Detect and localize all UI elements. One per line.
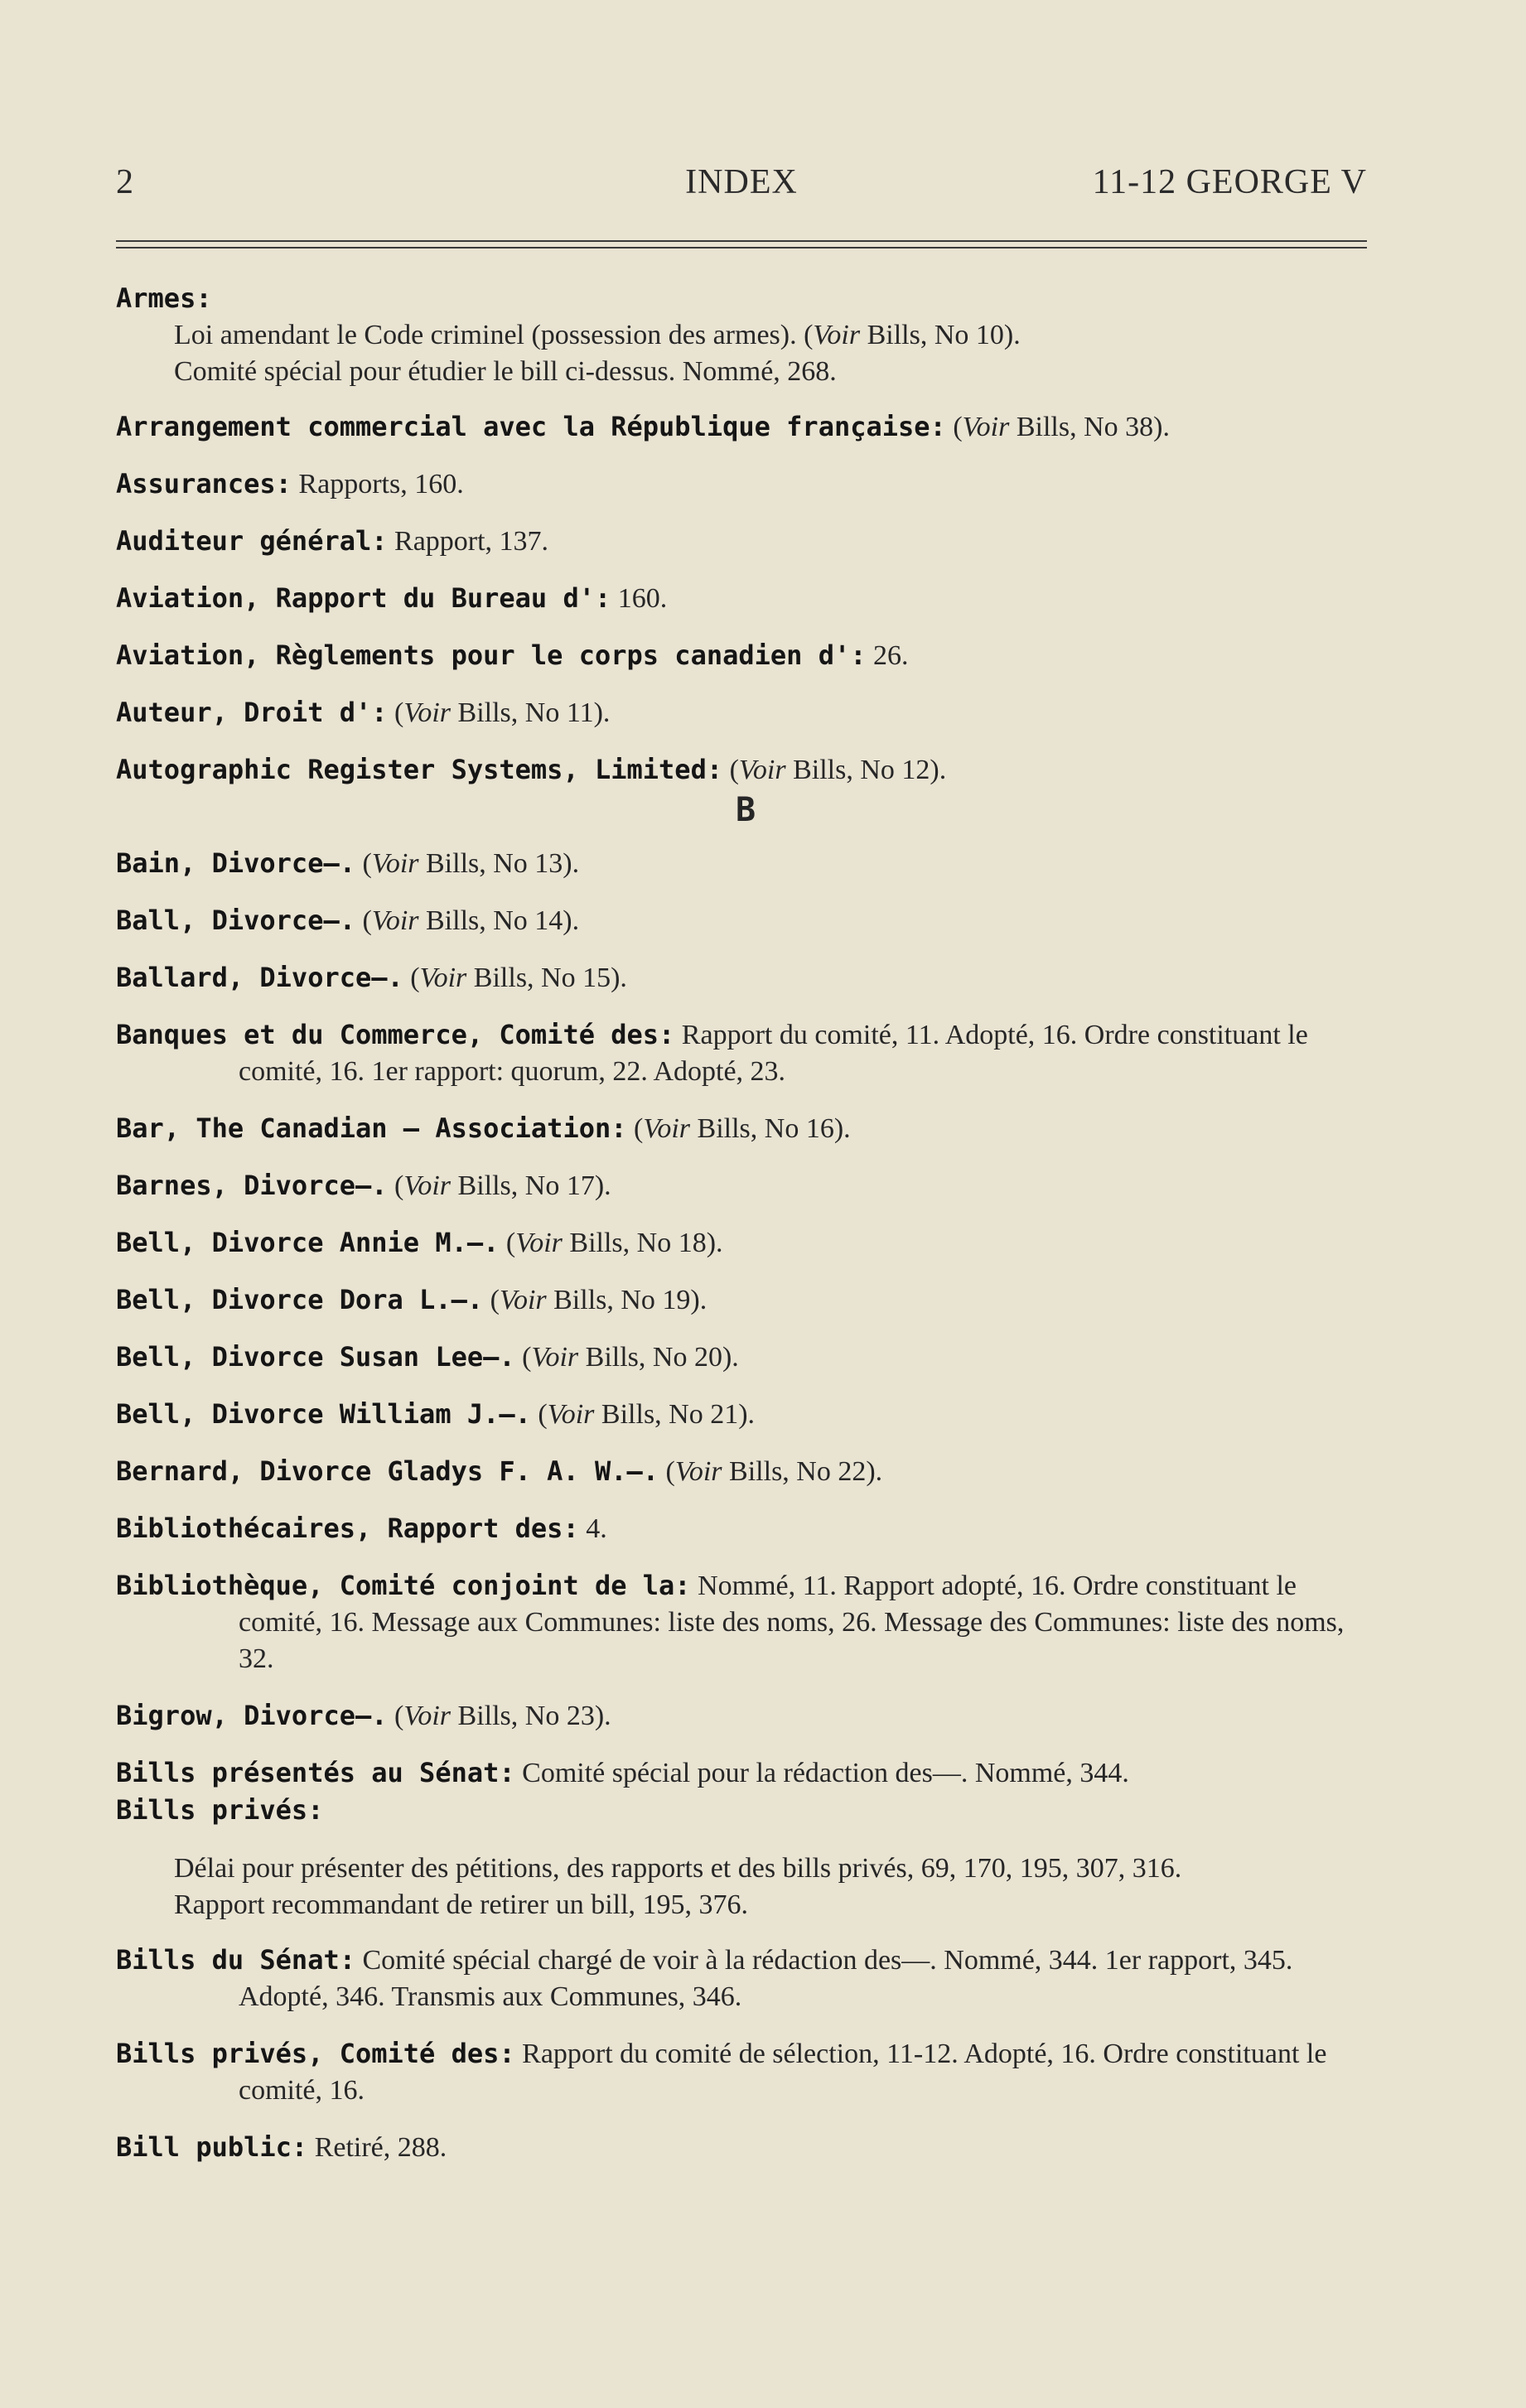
index-entry-aviation-reglements: Aviation, Règlements pour le corps canadien d': 26. — [116, 639, 909, 671]
index-entry-bibliothecaires: Bibliothécaires, Rapport des: 4. — [116, 1513, 607, 1544]
index-entry-bell-annie: Bell, Divorce Annie M.—. (Voir Bills, No 18). — [116, 1227, 723, 1258]
entry-heading: Assurances: — [116, 468, 292, 499]
entry-heading: Auteur, Droit d': — [116, 697, 388, 728]
entry-heading: Bell, Divorce Annie M.—. — [116, 1227, 500, 1258]
subentry: Loi amendant le Code criminel (possession des armes). (Voir Bills, No 10). — [174, 320, 1021, 350]
index-entry-ball: Ball, Divorce—. (Voir Bills, No 14). — [116, 905, 580, 936]
index-entry-auteur: Auteur, Droit d': (Voir Bills, No 11). — [116, 697, 611, 728]
bills-prives-subentries — [116, 1851, 1375, 1923]
entry-heading: Bain, Divorce—. — [116, 847, 355, 879]
index-entry-arrangement: Arrangement commercial avec la République française: (Voir Bills, No 38). — [116, 411, 1170, 442]
header-rule-bottom — [116, 247, 1367, 249]
index-entry-ballard: Ballard, Divorce—. (Voir Bills, No 15). — [116, 962, 627, 993]
entry-heading: Bibliothèque, Comité conjoint de la: — [116, 1570, 691, 1601]
entry-heading: Bills privés: — [116, 1794, 324, 1826]
index-entry-banques: Banques et du Commerce, Comité des: Rapport du comité, 11. Adopté, 16. Ordre constituant le comité, 16. 1er rapport: quorum, 22. Adopté, 23. — [116, 1019, 1308, 1087]
index-entry-bills-senat: Bills du Sénat: Comité spécial chargé de voir à la rédaction des—. Nommé, 344. 1er rapport, 345. Adopté, 346. Transmis aux Communes, 346. — [116, 1944, 1293, 2012]
subentry: Comité spécial pour étudier le bill ci-dessus. Nommé, 268. — [174, 356, 837, 387]
header-rule-top — [116, 240, 1367, 242]
index-entry-bain: Bain, Divorce—. (Voir Bills, No 13). — [116, 847, 580, 879]
index-content — [116, 280, 1375, 2186]
index-entry-bibliotheque: Bibliothèque, Comité conjoint de la: Nommé, 11. Rapport adopté, 16. Ordre constituant le comité, 16. Message aux Communes: liste des noms, 26. Message des Communes: liste des noms, 32. — [116, 1570, 1345, 1674]
entry-heading: Bar, The Canadian — Association: — [116, 1112, 627, 1144]
index-entry-barnes: Barnes, Divorce—. (Voir Bills, No 17). — [116, 1170, 611, 1201]
entry-heading: Bill public: — [116, 2131, 308, 2163]
index-entry-bill-public: Bill public: Retiré, 288. — [116, 2131, 447, 2163]
index-entry-auditeur: Auditeur général: Rapport, 137. — [116, 525, 549, 557]
entry-heading: Autographic Register Systems, Limited: — [116, 754, 723, 785]
armes-subentries — [116, 317, 1375, 390]
entry-heading: Armes: — [116, 282, 212, 314]
entry-heading: Auditeur général: — [116, 525, 388, 557]
entry-heading: Bills privés, Comité des: — [116, 2038, 515, 2069]
entry-heading: Barnes, Divorce—. — [116, 1170, 388, 1201]
index-entry-armes — [116, 280, 1375, 317]
index-entry-bills-presentes: Bills présentés au Sénat: Comité spécial pour la rédaction des—. Nommé, 344. — [116, 1757, 1129, 1788]
index-entry-bigrow: Bigrow, Divorce—. (Voir Bills, No 23). — [116, 1700, 611, 1731]
entry-heading: Bell, Divorce Susan Lee—. — [116, 1341, 515, 1373]
entry-heading: Bernard, Divorce Gladys F. A. W.—. — [116, 1455, 659, 1487]
subentry: Rapport recommandant de retirer un bill, 195, 376. — [174, 1889, 749, 1920]
entry-heading: Aviation, Rapport du Bureau d': — [116, 582, 611, 614]
entry-heading: Ballard, Divorce—. — [116, 962, 403, 993]
index-entry-bills-prives — [116, 1792, 1375, 1829]
entry-heading: Arrangement commercial avec la République française: — [116, 411, 946, 442]
section-letter-b: B — [735, 791, 756, 829]
entry-heading: Bell, Divorce Dora L.—. — [116, 1284, 484, 1315]
index-entry-bernard: Bernard, Divorce Gladys F. A. W.—. (Voir Bills, No 22). — [116, 1455, 883, 1487]
index-entry-aviation-rapport: Aviation, Rapport du Bureau d': 160. — [116, 582, 668, 614]
entry-heading: Bills présentés au Sénat: — [116, 1757, 515, 1788]
subentry: Délai pour présenter des pétitions, des rapports et des bills privés, 69, 170, 195, 307, 316. — [174, 1853, 1182, 1884]
index-entry-bell-william: Bell, Divorce William J.—. (Voir Bills, No 21). — [116, 1398, 756, 1430]
entry-heading: Bills du Sénat: — [116, 1944, 355, 1976]
index-entry-bar: Bar, The Canadian — Association: (Voir Bills, No 16). — [116, 1112, 851, 1144]
index-entry-bills-prives-comite: Bills privés, Comité des: Rapport du comité de sélection, 11-12. Adopté, 16. Ordre constituant le comité, 16. — [116, 2038, 1327, 2106]
entry-heading: Aviation, Règlements pour le corps canadien d': — [116, 639, 867, 671]
index-entry-autographic: Autographic Register Systems, Limited: (Voir Bills, No 12). — [116, 754, 947, 785]
entry-heading: Bibliothécaires, Rapport des: — [116, 1513, 579, 1544]
page-number: 2 — [116, 163, 133, 201]
index-entry-assurances: Assurances: Rapports, 160. — [116, 468, 464, 499]
entry-heading: Ball, Divorce—. — [116, 905, 355, 936]
entry-heading: Banques et du Commerce, Comité des: — [116, 1019, 675, 1050]
entry-heading: Bell, Divorce William J.—. — [116, 1398, 531, 1430]
entry-heading: Bigrow, Divorce—. — [116, 1700, 388, 1731]
index-entry-bell-susan: Bell, Divorce Susan Lee—. (Voir Bills, No 20). — [116, 1341, 739, 1373]
running-header — [116, 162, 1367, 212]
index-entry-bell-dora: Bell, Divorce Dora L.—. (Voir Bills, No 19). — [116, 1284, 707, 1315]
header-reign: 11-12 GEORGE V — [1092, 163, 1367, 201]
page-title: INDEX — [685, 163, 798, 201]
